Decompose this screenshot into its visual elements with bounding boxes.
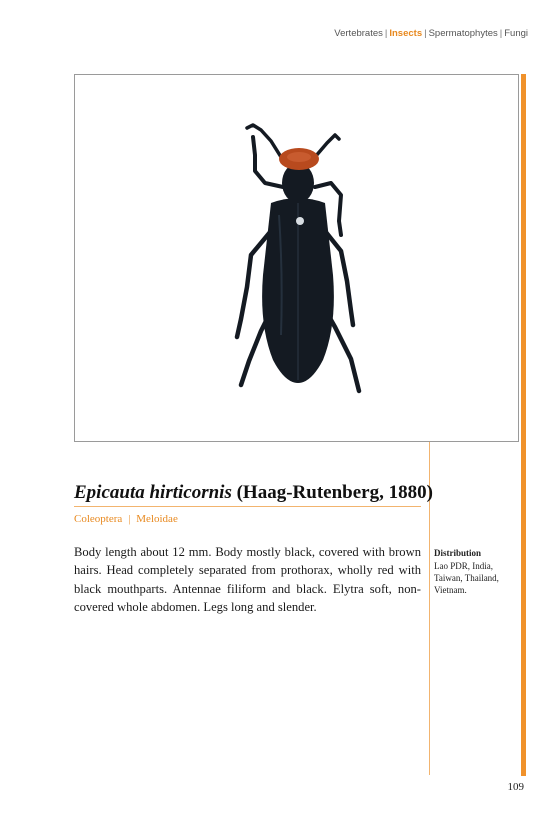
page-number: 109 <box>507 781 524 793</box>
taxon-separator: | <box>128 514 131 525</box>
specimen-photo <box>74 74 519 442</box>
section-nav <box>334 28 528 39</box>
distribution-text: Lao PDR, India, Taiwan, Thailand, Vietnam. <box>434 561 499 595</box>
species-binomial: Epicauta hirticornis <box>74 482 232 503</box>
nav-separator: | <box>499 28 503 39</box>
side-accent-bar <box>521 74 526 776</box>
taxonomy-line <box>74 513 178 525</box>
nav-separator: | <box>384 28 388 39</box>
taxon-family: Meloidae <box>136 513 178 525</box>
nav-spermatophytes: Spermatophytes <box>428 28 498 39</box>
species-title <box>74 482 433 504</box>
title-underline <box>74 506 421 507</box>
nav-insects: Insects <box>389 28 423 39</box>
nav-vertebrates: Vertebrates <box>334 28 383 39</box>
taxon-order: Coleoptera <box>74 513 123 525</box>
nav-separator: | <box>424 28 427 39</box>
species-description: Body length about 12 mm. Body mostly black, covered with brown hairs. Head completely separated from prothorax, wholly red with black mouthparts. Antennae filiform and black. Elytra soft, non-covered whole abdomen. Legs long and slender. <box>74 545 421 614</box>
nav-fungi: Fungi <box>504 28 528 39</box>
species-authority: (Haag-Rutenberg, 1880) <box>236 482 433 503</box>
beetle-illustration <box>75 75 518 441</box>
distribution-heading: Distribution <box>434 548 482 558</box>
